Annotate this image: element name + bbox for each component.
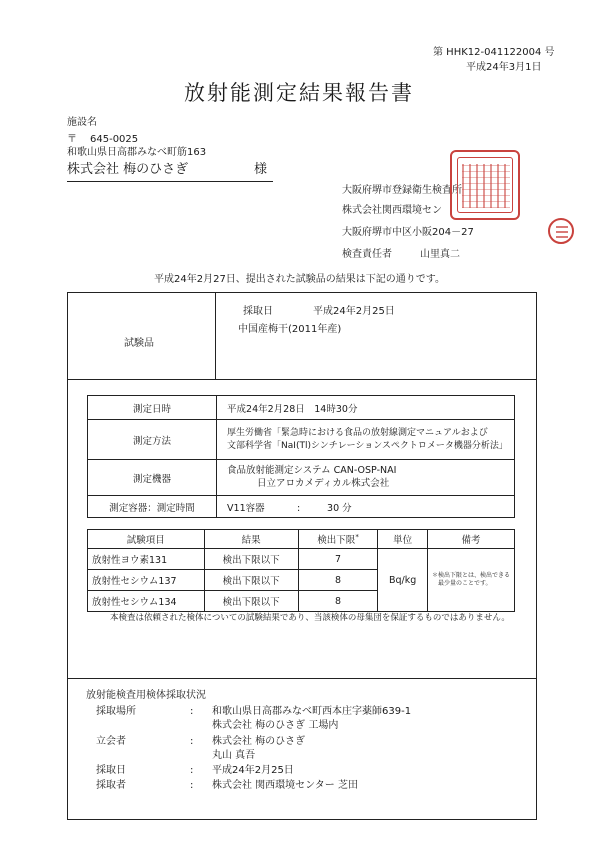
datetime-value: 平成24年2月28日 14時30分 xyxy=(217,396,515,420)
postal-mark: 〒 xyxy=(67,134,77,145)
instrument-value xyxy=(217,460,515,496)
collection-top-line xyxy=(67,678,537,679)
collection-title: 放射能検査用検体採取状況 xyxy=(86,690,206,701)
method-value xyxy=(217,420,515,460)
container-colon: : xyxy=(297,502,301,514)
client-underline xyxy=(67,181,273,182)
container-value-cell xyxy=(217,496,515,518)
collection-row-value: 和歌山県日高郡みなべ町西本庄字薬師639-1 xyxy=(212,706,412,717)
header-result: 結果 xyxy=(204,530,298,549)
intro-text: 平成24年2月27日、提出された試験品の結果は下記の通りです。 xyxy=(154,274,446,285)
collection-row-value: 株式会社 梅のひさぎ 工場内 xyxy=(212,720,339,731)
sample-date-label: 採取日 xyxy=(243,306,273,317)
postal-code: 645-0025 xyxy=(90,134,139,145)
sample-bottom-line xyxy=(67,379,537,380)
collection-row-colon: : xyxy=(190,736,194,747)
client-address: 和歌山県日高郡みなべ町筋163 xyxy=(67,147,207,158)
client-name: 株式会社 梅のひさぎ xyxy=(67,162,189,177)
results-header-row xyxy=(88,530,515,549)
collection-row-label: 採取場所 xyxy=(96,706,136,717)
method-line-2: 文部科学省「NaI(Tl)シンチレーションスペクトロメータ機器分析法」 xyxy=(227,440,508,451)
row-result: 検出下限以下 xyxy=(204,570,298,591)
collection-row-colon: : xyxy=(190,765,194,776)
client-honorific: 様 xyxy=(254,162,268,177)
table-row xyxy=(88,549,515,570)
header-limit xyxy=(298,530,377,549)
personal-seal-icon xyxy=(548,218,574,244)
sample-date-value: 平成24年2月25日 xyxy=(313,306,395,317)
row-item: 放射性セシウム134 xyxy=(88,591,205,612)
row-limit: 8 xyxy=(298,591,377,612)
issuer-address: 大阪府堺市中区小阪204－27 xyxy=(342,227,474,238)
sample-product: 中国産梅干(2011年産) xyxy=(238,324,342,335)
collection-row-label: 立会者 xyxy=(96,736,126,747)
issuer-company: 株式会社関西環境セン xyxy=(342,205,442,216)
remark-line-2: 最少量のことです。 xyxy=(437,580,492,587)
company-seal-icon xyxy=(450,150,520,220)
datetime-label: 測定日時 xyxy=(88,396,217,420)
measurement-table xyxy=(87,395,515,518)
collection-row-value: 平成24年2月25日 xyxy=(212,765,294,776)
row-result: 検出下限以下 xyxy=(204,591,298,612)
method-line-1: 厚生労働省「緊急時における食品の放射線測定マニュアルおよび xyxy=(227,428,488,439)
remarks-cell xyxy=(427,549,514,612)
row-result: 検出下限以下 xyxy=(204,549,298,570)
container-value: V11容器 xyxy=(227,502,265,514)
inspector-name: 山里真二 xyxy=(420,249,460,260)
unit-cell: Bq/kg xyxy=(378,549,428,612)
row-item: 放射性セシウム137 xyxy=(88,570,205,591)
document-number: 第 HHK12-041122004 号 xyxy=(433,47,555,58)
collection-row-value: 株式会社 関西環境センター 芝田 xyxy=(212,780,358,791)
collection-row-label: 採取者 xyxy=(96,780,126,791)
row-item: 放射性ヨウ素131 xyxy=(88,549,205,570)
header-limit-mark: * xyxy=(355,532,359,541)
issuer-registration: 大阪府堺市登録衛生検査所 xyxy=(342,185,462,196)
measurement-row-instrument xyxy=(88,460,515,496)
method-label: 測定方法 xyxy=(88,420,217,460)
sample-label: 試験品 xyxy=(124,338,154,349)
measurement-row-datetime xyxy=(88,396,515,420)
results-table xyxy=(87,529,515,612)
measurement-row-method xyxy=(88,420,515,460)
collection-row-value: 株式会社 梅のひさぎ xyxy=(212,736,306,747)
collection-row-colon: : xyxy=(190,706,194,717)
instrument-line-2: 日立アロカメディカル株式会社 xyxy=(257,477,390,489)
collection-row-value: 丸山 真吾 xyxy=(212,750,256,761)
instrument-line-1: 食品放射能測定システム CAN-OSP-NAI xyxy=(227,464,397,476)
row-limit: 7 xyxy=(298,549,377,570)
collection-row-label: 採取日 xyxy=(96,765,126,776)
header-item: 試験項目 xyxy=(88,530,205,549)
header-remarks: 備考 xyxy=(427,530,514,549)
document-date: 平成24年3月1日 xyxy=(466,62,542,73)
disclaimer-text: 本検査は依頼された検体についての試験結果であり、当該検体の母集団を保証するものではありません。 xyxy=(110,613,510,623)
container-label: 測定容器：測定時間 xyxy=(88,496,217,518)
instrument-label: 測定機器 xyxy=(88,460,217,496)
page-title: 放射能測定結果報告書 xyxy=(184,81,414,105)
measurement-time: 30 分 xyxy=(327,502,352,514)
remark-line-1: ＊検出下限とは、検出できる xyxy=(431,571,510,579)
inspector-label: 検査責任者 xyxy=(342,249,392,260)
row-limit: 8 xyxy=(298,570,377,591)
sample-divider xyxy=(215,292,216,379)
header-limit-text: 検出下限 xyxy=(317,535,356,546)
header-unit: 単位 xyxy=(378,530,428,549)
measurement-row-container xyxy=(88,496,515,518)
collection-row-colon: : xyxy=(190,780,194,791)
facility-label: 施設名 xyxy=(67,117,97,128)
